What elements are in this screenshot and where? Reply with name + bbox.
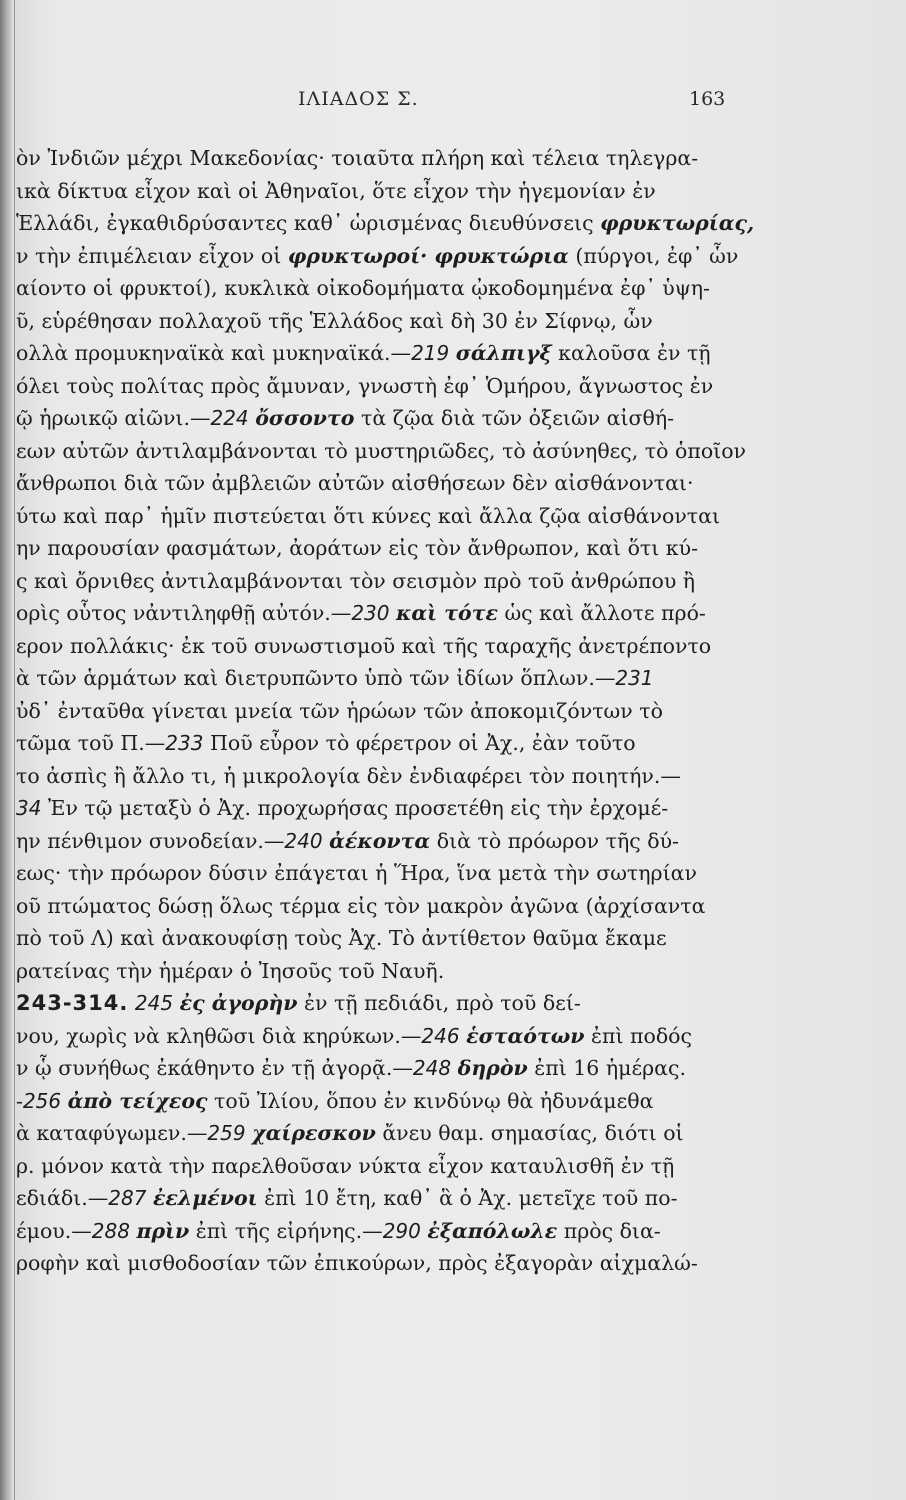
text-line xyxy=(16,1020,896,1053)
text-segment: αίοντο οἱ φρυκτοί), κυκλικὰ οἰκοδομήματα ᾠκοδομημένα ἐφ᾽ ὑψη- xyxy=(16,276,710,300)
text-segment: ην παρουσίαν φασμάτων, ἀοράτων εἰς τὸν ἄνθρωπον, καὶ ὅτι κύ- xyxy=(16,536,699,560)
text-segment: εδιάδι.— xyxy=(16,1186,109,1210)
lemma-term: σάλπιγξ xyxy=(455,341,552,365)
text-line xyxy=(16,630,896,663)
text-line xyxy=(16,955,896,988)
text-line xyxy=(16,402,896,435)
lemma-term: ὄσσοντο xyxy=(255,406,355,430)
gutter-line xyxy=(14,0,15,1500)
line-reference: 246 xyxy=(421,1023,460,1048)
text-segment: ερον πολλάκις· ἐκ τοῦ συνωστισμοῦ καὶ τῆς ταραχῆς ἀνετρέποντο xyxy=(16,633,712,658)
lemma-term: ἀέκοντα xyxy=(329,828,431,853)
line-reference: 288 xyxy=(91,1218,130,1243)
text-segment: Ποῦ εὗρον τὸ φέρετρον οἱ Ἀχ., ἐὰν τοῦτο xyxy=(203,731,636,755)
text-line xyxy=(16,792,896,825)
text-segment: - xyxy=(16,1088,23,1113)
text-segment: πὸ τοῦ Λ) καὶ ἀνακουφίσῃ τοὺς Ἀχ. Τὸ ἀντίθετον θαῦμα ἔκαμε xyxy=(16,926,667,950)
line-reference: 248 xyxy=(412,1056,452,1080)
text-segment: διὰ τὸ πρόωρον τῆς δύ- xyxy=(430,828,679,853)
text-line xyxy=(16,922,896,955)
text-segment: Ἐν τῷ μεταξὺ ὁ Ἀχ. προχωρήσας προσετέθη εἰς τὴν ἐρχομέ- xyxy=(41,796,669,820)
text-segment: ἄνθρωποι διὰ τῶν ἀμβλειῶν αὐτῶν αἰσθήσεων δὲν αἰσθάνονται· xyxy=(16,471,694,495)
text-line xyxy=(16,142,896,175)
line-reference: 287 xyxy=(108,1186,147,1210)
line-reference: 245 xyxy=(134,991,174,1015)
lemma-term: πρὶν xyxy=(136,1218,190,1243)
line-reference: 233 xyxy=(165,731,204,755)
text-line xyxy=(16,1085,896,1118)
text-segment: ἐπὶ τῆς εἰρήνης.— xyxy=(189,1218,383,1243)
lemma-term: ἀπὸ τείχεος xyxy=(67,1088,208,1113)
line-reference: 224 xyxy=(210,406,249,430)
line-reference: 240 xyxy=(284,828,323,853)
line-reference: 34 xyxy=(16,796,42,820)
text-line xyxy=(16,467,896,500)
text-segment: ῷ ἡρωικῷ αἰῶνι.— xyxy=(16,406,211,430)
text-segment: τὰ ζῷα διὰ τῶν ὀξειῶν αἰσθή- xyxy=(354,406,675,430)
line-reference: 256 xyxy=(22,1088,62,1113)
text-segment: τῶμα τοῦ Π.— xyxy=(16,731,166,755)
text-segment: εως· τὴν πρόωρον δύσιν ἐπάγεται ἡ Ἥρα, ἵνα μετὰ τὴν σωτηρίαν xyxy=(16,861,697,885)
text-line xyxy=(16,305,896,338)
text-segment: ὡς καὶ ἄλλοτε πρό- xyxy=(497,601,706,625)
text-segment: ν ᾧ συνήθως ἐκάθηντο ἐν τῇ ἀγορᾷ.— xyxy=(16,1056,413,1080)
text-segment: καλοῦσα ἐν τῇ xyxy=(551,341,711,365)
lemma-term: φρυκτωροί· φρυκτώρια xyxy=(287,243,569,268)
text-segment: ῦ, εὑρέθησαν πολλαχοῦ τῆς Ἑλλάδος καὶ δὴ 30 ἐν Σίφνῳ, ὧν xyxy=(16,308,653,333)
text-segment: ἐπὶ 10 ἔτη, καθ᾽ ἃ ὁ Ἀχ. μετεῖχε τοῦ πο- xyxy=(257,1186,678,1210)
text-segment: ς καὶ ὄρνιθες ἀντιλαμβάνονται τὸν σεισμὸν πρὸ τοῦ ἀνθρώπου ἢ xyxy=(16,568,696,593)
text-segment: ἐπὶ 16 ἡμέρας. xyxy=(527,1056,686,1080)
text-segment: το ἀσπὶς ἢ ἄλλο τι, ἡ μικρολογία δὲν ἐνδιαφέρει τὸν ποιητήν.— xyxy=(16,763,681,788)
section-heading: 243-314. xyxy=(16,991,129,1015)
text-segment: όλει τοὺς πολίτας πρὸς ἄμυναν, γνωστὴ ἐφ᾽ Ὁμήρου, ἄγνωστος ἐν xyxy=(16,373,714,398)
text-segment: ολλὰ προμυκηναϊκὰ καὶ μυκηναϊκά.— xyxy=(16,341,412,365)
text-segment: ην πένθιμον συνοδείαν.— xyxy=(16,828,285,853)
text-segment: ικὰ δίκτυα εἶχον καὶ οἱ Ἀθηναῖοι, ὅτε εἶχον τὴν ἡγεμονίαν ἐν xyxy=(16,178,656,203)
binding-edge xyxy=(0,0,12,1500)
text-line xyxy=(16,1150,896,1183)
text-segment: ορὶς οὗτος νἀντιληφθῇ αὐτόν.— xyxy=(16,601,352,625)
text-line xyxy=(16,175,896,208)
line-reference: 230 xyxy=(351,601,390,625)
running-title: ΙΛΙΑΔΟΣ Σ. xyxy=(298,88,419,110)
line-reference: 219 xyxy=(411,341,450,365)
page-header xyxy=(0,88,906,118)
text-line xyxy=(16,532,896,565)
lemma-term: ἑσταότων xyxy=(466,1023,585,1048)
text-segment: ὰ τῶν ἁρμάτων καὶ διετρυπῶντο ὑπὸ τῶν ἰδίων ὅπλων.— xyxy=(16,666,616,690)
text-segment: νου, χωρὶς νὰ κληθῶσι διὰ κηρύκων.— xyxy=(16,1023,422,1048)
text-segment: ἄνευ θαμ. σημασίας, διότι οἱ xyxy=(375,1121,684,1145)
text-line xyxy=(16,760,896,793)
text-line xyxy=(16,337,896,370)
text-line xyxy=(16,727,896,760)
text-segment: εων αὐτῶν ἀντιλαμβάνονται τὸ μυστηριῶδες, τὸ ἀσύνηθες, τὸ ὁποῖον xyxy=(16,438,747,463)
line-reference: 259 xyxy=(207,1121,246,1145)
text-segment: ὰ καταφύγωμεν.— xyxy=(16,1121,208,1145)
text-segment: οῦ πτώματος δώσῃ ὅλως τέρμα εἰς τὸν μακρὸν ἀγῶνα (ἀρχίσαντα xyxy=(16,893,706,918)
lemma-term: ἐξαπόλωλε xyxy=(427,1218,558,1243)
text-segment: ροφὴν καὶ μισθοδοσίαν τῶν ἐπικούρων, πρὸς ἐξαγορὰν αἰχμαλώ- xyxy=(16,1251,698,1275)
text-line xyxy=(16,825,896,858)
text-line xyxy=(16,435,896,468)
line-reference: 231 xyxy=(615,666,654,690)
lemma-term: ἐελμένοι xyxy=(152,1186,258,1210)
line-reference: 290 xyxy=(382,1218,421,1243)
text-line xyxy=(16,987,896,1020)
text-segment: έμου.— xyxy=(16,1218,92,1243)
text-segment: ὸν Ἰνδιῶν μέχρι Μακεδονίας· τοιαῦτα πλήρη καὶ τέλεια τηλεγρα- xyxy=(16,146,699,170)
text-line xyxy=(16,565,896,598)
text-segment: ρ. μόνον κατὰ τὴν παρελθοῦσαν νύκτα εἶχον καταυλισθῆ ἐν τῇ xyxy=(16,1153,675,1178)
text-segment: ἐν τῇ πεδιάδι, πρὸ τοῦ δεί- xyxy=(297,991,581,1015)
text-segment: ὐδ᾽ ἐνταῦθα γίνεται μνεία τῶν ἡρώων τῶν ἀποκομιζόντων τὸ xyxy=(16,698,663,723)
text-line xyxy=(16,662,896,695)
text-segment: τοῦ Ἰλίου, ὅπου ἐν κινδύνῳ θὰ ἠδυνάμεθα xyxy=(207,1088,654,1113)
commentary-text xyxy=(16,142,896,1280)
lemma-term: ἐς ἀγορὴν xyxy=(179,991,298,1015)
lemma-term: καὶ τότε xyxy=(396,601,498,625)
text-segment: Ἑλλάδι, ἐγκαθιδρύσαντες καθ᾽ ὡρισμένας διευθύνσεις xyxy=(16,211,601,235)
text-line xyxy=(16,597,896,630)
text-line xyxy=(16,1052,896,1085)
text-line xyxy=(16,1215,896,1248)
text-line xyxy=(16,1182,896,1215)
lemma-term: χαίρεσκον xyxy=(252,1121,376,1145)
text-line xyxy=(16,1117,896,1150)
text-line xyxy=(16,1247,896,1280)
text-line xyxy=(16,272,896,305)
text-segment: πρὸς δια- xyxy=(557,1218,661,1243)
text-segment: (πύργοι, ἐφ᾽ ὧν xyxy=(568,243,739,268)
text-segment: ν τὴν ἐπιμέλειαν εἶχον οἱ xyxy=(16,243,288,268)
text-line xyxy=(16,207,896,240)
text-line xyxy=(16,240,896,273)
text-line xyxy=(16,370,896,403)
page-number: 163 xyxy=(689,88,726,110)
text-line xyxy=(16,500,896,533)
text-line xyxy=(16,695,896,728)
text-line xyxy=(16,890,896,923)
text-segment: ἐπὶ ποδός xyxy=(584,1023,693,1048)
text-line xyxy=(16,857,896,890)
lemma-term: φρυκτωρίας, xyxy=(600,211,755,235)
lemma-term: δηρὸν xyxy=(457,1056,528,1080)
text-segment: ρατείνας τὴν ἡμέραν ὁ Ἰησοῦς τοῦ Ναυῆ. xyxy=(16,958,445,983)
text-segment: ύτω καὶ παρ᾽ ἡμῖν πιστεύεται ὅτι κύνες καὶ ἄλλα ζῷα αἰσθάνονται xyxy=(16,503,721,528)
